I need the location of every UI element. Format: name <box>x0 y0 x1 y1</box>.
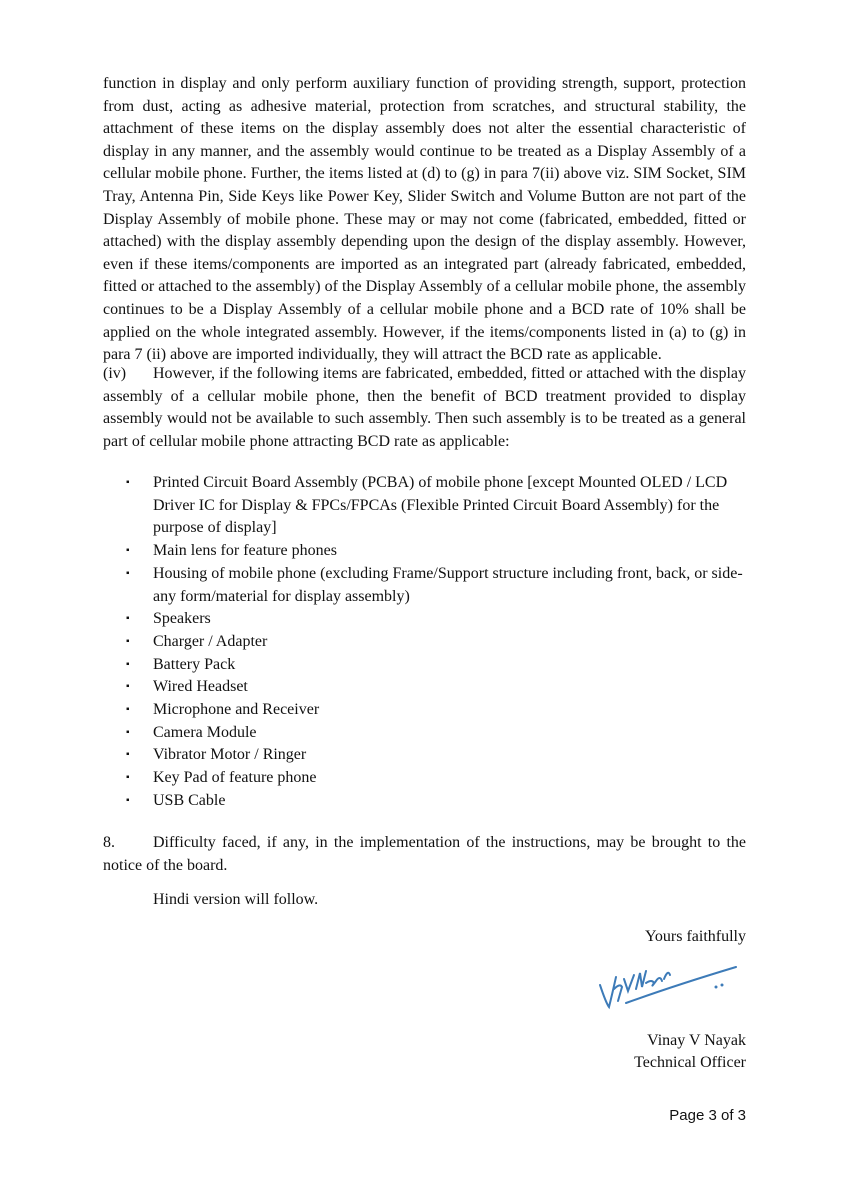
bullet-icon: ▪ <box>126 794 130 806</box>
paragraph-8 <box>103 832 746 877</box>
list-item <box>103 744 746 767</box>
list-item-text: Key Pad of feature phone <box>153 769 317 787</box>
bullet-icon: ▪ <box>126 613 130 625</box>
bullet-icon: ▪ <box>126 681 130 693</box>
list-item-text: Housing of mobile phone (excluding Frame/Support structure including front, back, or side- any form/material for display assembly) <box>153 564 743 605</box>
closing: Yours faithfully <box>644 928 746 945</box>
bullet-icon: ▪ <box>126 567 130 579</box>
signatory-block <box>634 1030 746 1074</box>
paragraph-continued: function in display and only perform auxiliary function of providing strength, support, protection from dust, acting as adhesive material, protection from scratches, and structural stability, the attachment of these items on the display assembly does not alter the essential characteristic of display in any manner, and the assembly would continue to be treated as a Display Assembly of a cellular mobile phone. Further, the items listed at (d) to (g) in para 7(ii) above viz. SIM Socket, SIM Tray, Antenna Pin, Side Keys like Power Key, Slider Switch and Volume Button are not part of the Display Assembly of mobile phone. These may or may not come (fabricated, embedded, fitted or attached) with the display assembly depending upon the design of the display assembly. However, even if these items/components are imported as an integrated part (already fabricated, embedded, fitted or attached to the assembly) of the Display Assembly of a cellular mobile phone, the assembly continues to be a Display Assembly of a cellular mobile phone and a BCD rate of 10% shall be applied on the whole integrated assembly. However, if the items/components listed in (a) to (g) in para 7 (ii) above are imported individually, they will attract the BCD rate as applicable. <box>103 75 746 364</box>
signature-icon <box>596 955 746 1015</box>
list-item <box>103 676 746 699</box>
list-item <box>103 540 746 563</box>
bullet-icon: ▪ <box>126 545 130 557</box>
bullet-icon: ▪ <box>126 635 130 647</box>
signature-image <box>596 955 746 1015</box>
list-item <box>103 654 746 677</box>
list-item <box>103 699 746 722</box>
paragraph-iv <box>103 363 746 453</box>
bullet-icon: ▪ <box>126 704 130 716</box>
list-item-text: Microphone and Receiver <box>153 701 320 719</box>
bullet-icon: ▪ <box>126 749 130 761</box>
paragraph-number: 8. <box>103 834 115 851</box>
list-item-text: Vibrator Motor / Ringer <box>153 746 307 764</box>
list-item <box>103 722 746 745</box>
list-item-text: Wired Headset <box>153 678 248 696</box>
signatory-title: Technical Officer <box>634 1054 746 1071</box>
list-item <box>103 767 746 790</box>
list-item-text: Camera Module <box>153 723 257 741</box>
list-item <box>103 563 746 608</box>
list-item-text: USB Cable <box>153 791 226 809</box>
bullet-icon: ▪ <box>126 772 130 784</box>
hindi-note: Hindi version will follow. <box>153 891 319 908</box>
list-item-text: Printed Circuit Board Assembly (PCBA) of mobile phone [except Mounted OLED / LCD Driver IC for Display & FPCs/FPCAs (Flexible Printed Circuit Board Assembly) for the purpose of display] <box>153 474 728 537</box>
list-item-text: Speakers <box>153 610 211 628</box>
list-item <box>103 472 746 540</box>
page-number: Page 3 of 3 <box>669 1107 746 1124</box>
list-item <box>103 608 746 631</box>
paragraph-text: Difficulty faced, if any, in the implementation of the instructions, may be brought to the notice of the board. <box>103 834 746 874</box>
bullet-icon: ▪ <box>126 658 130 670</box>
list-item-text: Main lens for feature phones <box>153 542 337 560</box>
paragraph-number: (iv) <box>103 365 127 382</box>
list-item <box>103 790 746 813</box>
bullet-icon: ▪ <box>126 477 130 488</box>
bullet-icon: ▪ <box>126 726 130 738</box>
list-item <box>103 631 746 654</box>
signatory-name: Vinay V Nayak <box>647 1032 746 1049</box>
excluded-items-list <box>103 472 746 813</box>
paragraph-text: However, if the following items are fabricated, embedded, fitted or attached with the display assembly of a cellular mobile phone, then the benefit of BCD treatment provided to display assembly would not be available to such assembly. Then such assembly is to be treated as a general part of cellular mobile phone attracting BCD rate as applicable: <box>103 365 746 450</box>
list-item-text: Battery Pack <box>153 655 236 673</box>
list-item-text: Charger / Adapter <box>153 632 268 650</box>
